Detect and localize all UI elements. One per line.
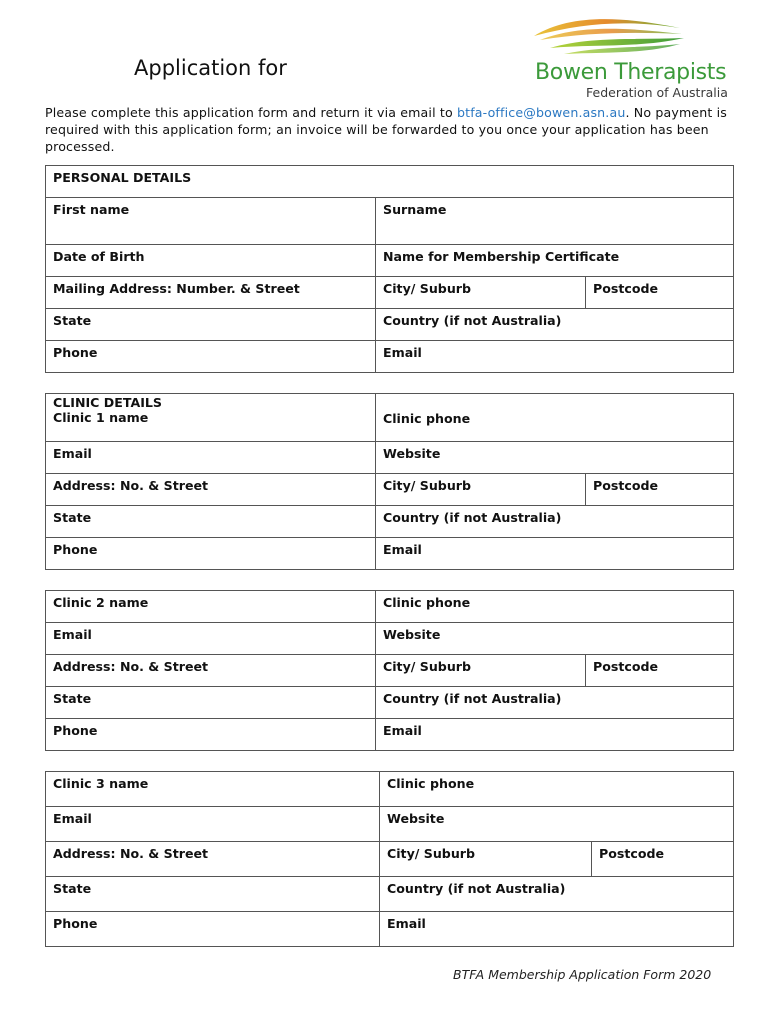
- clinic-1-name-field[interactable]: [46, 394, 376, 442]
- clinic-2-phone2-field[interactable]: Phone: [46, 719, 376, 751]
- personal-details-table: [45, 165, 734, 373]
- clinic-3-table: [45, 771, 734, 947]
- city-field[interactable]: City/ Suburb: [376, 277, 586, 309]
- intro-after: . No payment is required with this application form; an invoice will be forwarded to you once your application has been processed.: [45, 105, 728, 154]
- certificate-name-field[interactable]: Name for Membership Certificate: [376, 245, 734, 277]
- logo-name: Bowen Therapists: [535, 60, 727, 85]
- clinic-3-name-field[interactable]: Clinic 3 name: [46, 772, 380, 807]
- clinic-2-address-field[interactable]: Address: No. & Street: [46, 655, 376, 687]
- clinic-2-postcode-field[interactable]: Postcode: [586, 655, 734, 687]
- clinic-3-email-field[interactable]: Email: [46, 807, 380, 842]
- clinic-1-phone2-field[interactable]: Phone: [46, 538, 376, 570]
- mailing-address-field[interactable]: Mailing Address: Number. & Street: [46, 277, 376, 309]
- state-field[interactable]: State: [46, 309, 376, 341]
- phone-field[interactable]: Phone: [46, 341, 376, 373]
- footer-text: BTFA Membership Application Form 2020: [453, 967, 712, 982]
- personal-details-heading: PERSONAL DETAILS: [46, 166, 734, 198]
- email-field[interactable]: Email: [376, 341, 734, 373]
- clinic-3-postcode-field[interactable]: Postcode: [592, 842, 734, 877]
- clinic-2-country-field[interactable]: Country (if not Australia): [376, 687, 734, 719]
- clinic-1-table: [45, 393, 734, 570]
- dob-field[interactable]: Date of Birth: [46, 245, 376, 277]
- clinic-1-phone-label: Clinic phone: [383, 411, 471, 426]
- page-title: Application for: [134, 56, 287, 80]
- clinic-2-name-field[interactable]: Clinic 2 name: [46, 591, 376, 623]
- clinic-3-state-field[interactable]: State: [46, 877, 380, 912]
- postcode-field[interactable]: Postcode: [586, 277, 734, 309]
- clinic-3-phone2-field[interactable]: Phone: [46, 912, 380, 947]
- swoosh-logo-icon: [530, 14, 690, 58]
- clinic-2-city-field[interactable]: City/ Suburb: [376, 655, 586, 687]
- clinic-1-phone-field[interactable]: [376, 394, 734, 442]
- clinic-1-name-label: Clinic 1 name: [53, 410, 149, 425]
- clinic-1-email-field[interactable]: Email: [46, 442, 376, 474]
- clinic-3-phone-field[interactable]: Clinic phone: [380, 772, 734, 807]
- clinic-3-website-field[interactable]: Website: [380, 807, 734, 842]
- surname-field[interactable]: Surname: [376, 198, 734, 245]
- clinic-2-email2-field[interactable]: Email: [376, 719, 734, 751]
- clinic-1-country-field[interactable]: Country (if not Australia): [376, 506, 734, 538]
- clinic-2-email-field[interactable]: Email: [46, 623, 376, 655]
- clinic-2-website-field[interactable]: Website: [376, 623, 734, 655]
- clinic-3-address-field[interactable]: Address: No. & Street: [46, 842, 380, 877]
- first-name-field[interactable]: First name: [46, 198, 376, 245]
- clinic-2-table: [45, 590, 734, 751]
- clinic-1-state-field[interactable]: State: [46, 506, 376, 538]
- country-field[interactable]: Country (if not Australia): [376, 309, 734, 341]
- clinic-3-city-field[interactable]: City/ Suburb: [380, 842, 592, 877]
- clinic-2-phone-field[interactable]: Clinic phone: [376, 591, 734, 623]
- clinic-1-postcode-field[interactable]: Postcode: [586, 474, 734, 506]
- btfa-logo: [530, 14, 745, 100]
- intro-text: [45, 104, 735, 155]
- intro-before: Please complete this application form and return it via email to: [45, 105, 457, 120]
- office-email-link[interactable]: btfa-office@bowen.asn.au: [456, 105, 626, 120]
- clinic-1-city-field[interactable]: City/ Suburb: [376, 474, 586, 506]
- clinic-details-heading: CLINIC DETAILS: [53, 395, 163, 410]
- clinic-3-email2-field[interactable]: Email: [380, 912, 734, 947]
- clinic-1-email2-field[interactable]: Email: [376, 538, 734, 570]
- logo-subtitle: Federation of Australia: [586, 85, 728, 100]
- clinic-1-website-field[interactable]: Website: [376, 442, 734, 474]
- clinic-1-address-field[interactable]: Address: No. & Street: [46, 474, 376, 506]
- clinic-3-country-field[interactable]: Country (if not Australia): [380, 877, 734, 912]
- clinic-2-state-field[interactable]: State: [46, 687, 376, 719]
